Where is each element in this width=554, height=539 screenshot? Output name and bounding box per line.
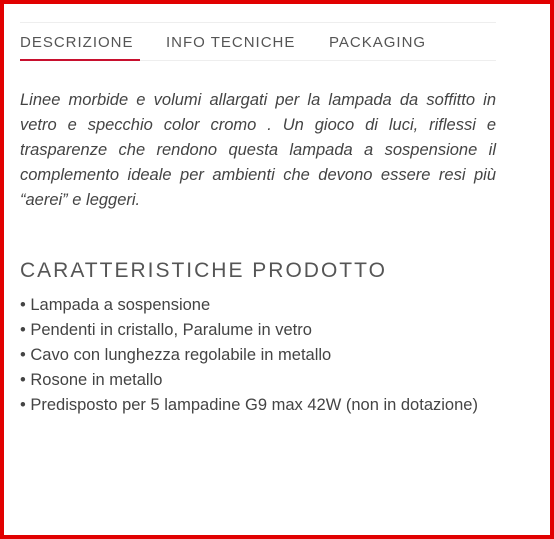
active-tab-indicator (20, 59, 140, 61)
features-heading: CARATTERISTICHE PRODOTTO (20, 259, 387, 282)
product-description: Linee morbide e volumi allargati per la lampada da soffitto in vetro e specchio color cromo . Un gioco di luci, riflessi e trasparenze che rendono questa lampada a sospensione il complemento ideale per ambienti che devono essere resi più “aerei” e leggeri. (20, 91, 496, 209)
feature-item: • Cavo con lunghezza regolabile in metallo (20, 346, 332, 364)
tab-bar (20, 23, 496, 61)
tab-info-tecniche[interactable]: INFO TECNICHE (166, 34, 296, 51)
product-tabs-panel (20, 22, 496, 414)
tab-packaging[interactable]: PACKAGING (329, 34, 427, 51)
features-list (20, 293, 496, 418)
feature-item: • Pendenti in cristallo, Paralume in vetro (20, 321, 312, 339)
feature-item: • Lampada a sospensione (20, 296, 211, 314)
feature-item: • Rosone in metallo (20, 371, 163, 389)
tab-descrizione[interactable]: DESCRIZIONE (20, 34, 134, 51)
feature-item: • Predisposto per 5 lampadine G9 max 42W (non in dotazione) (20, 396, 478, 414)
